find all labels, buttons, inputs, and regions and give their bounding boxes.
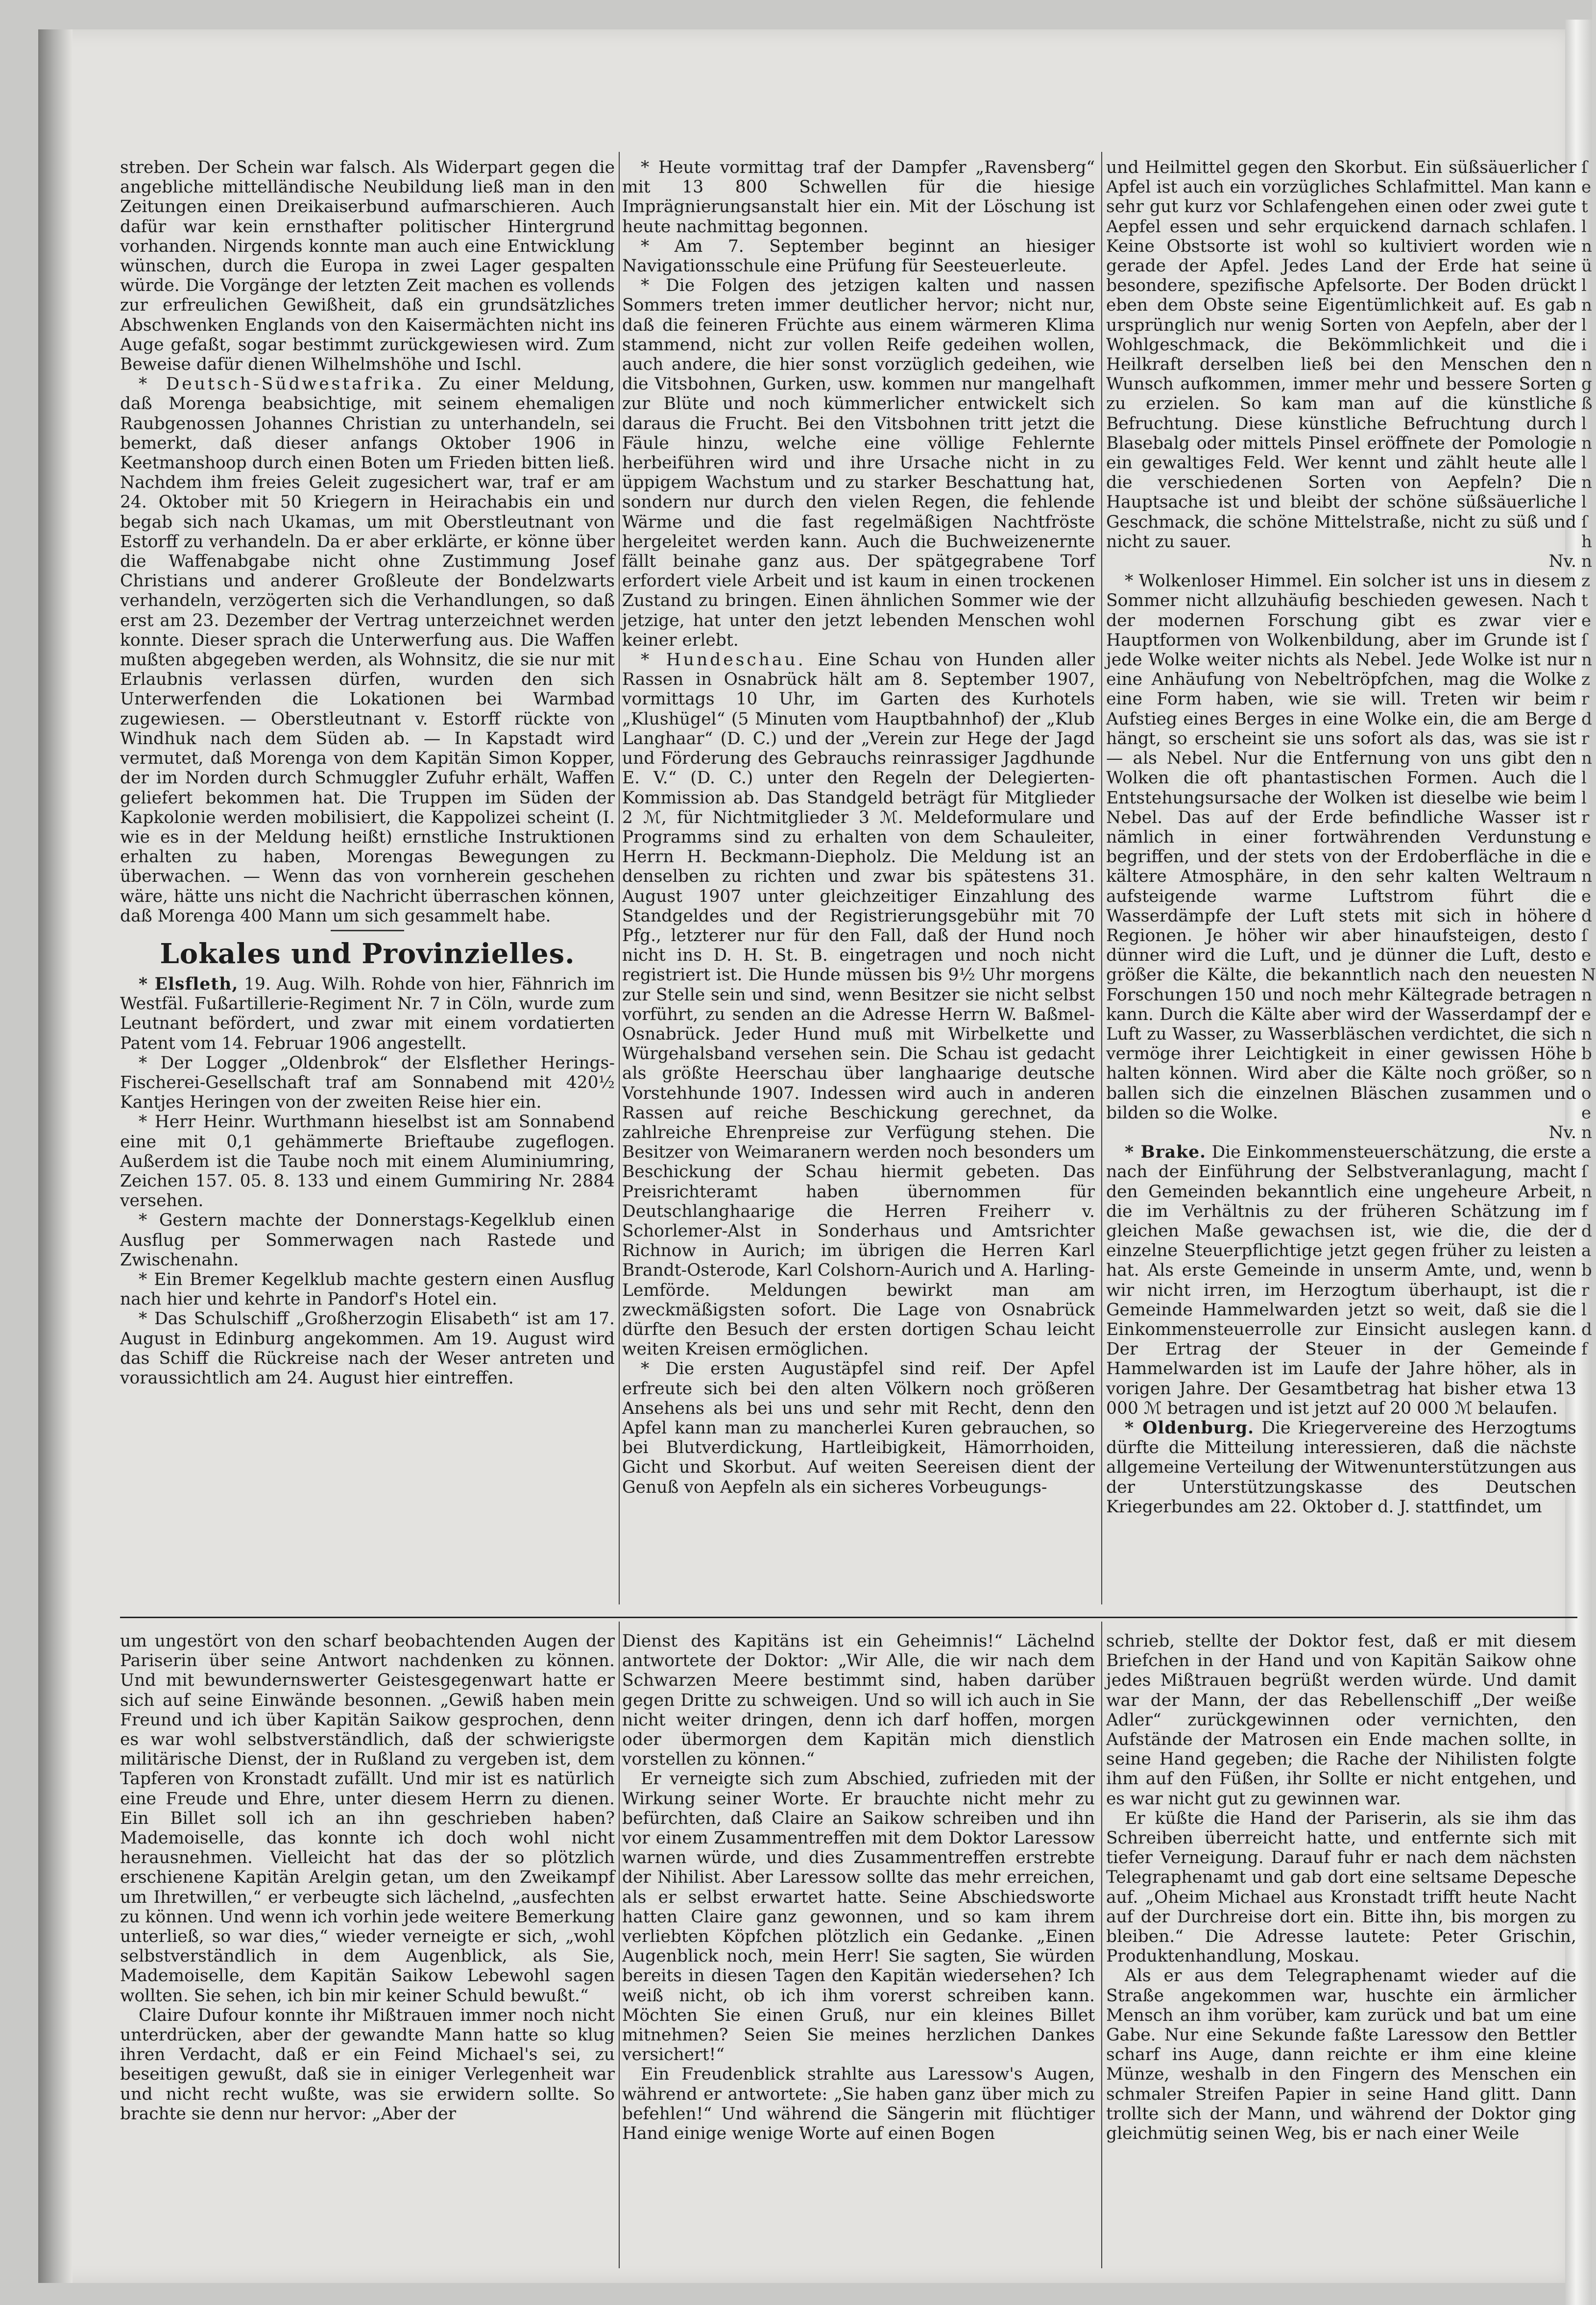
serial-paragraph: Er küßte die Hand der Pariserin, als sie ihm das Schreiben überreicht hatte, und entfernte sich mit tiefer Verneigung. Darauf fuhr er nach dem nächsten Telegraphenamt und gab dort eine seltsame Depesche auf. „Oheim Michael aus Kronstadt trifft heute Nacht auf der Durchreise dort ein. Bitte ihn, bis morgen zu bleiben.“ Die Adresse lautete: Peter Grischin, Produktenhandlung, Moskau. bbox=[1106, 1808, 1576, 1966]
article-paragraph: und Heilmittel gegen den Skorbut. Ein süßsäuerlicher Apfel ist auch ein vorzügliches Schlafmittel. Man kann sehr gut kurz vor Schlafengehen einen oder zwei gute Aepfel essen und sehr erquickend darnach schlafen. Keine Obstsorte ist wohl so kultiviert worden wie gerade der Apfel. Jedes Land der Erde hat seine besondere, spezifische Apfelsorte. Der Boden drückt eben dem Obste seine Eigentümlichkeit auf. Es gab ursprünglich nur wenig Sorten von Aepfeln, aber der Wohlgeschmack, die Bekömmlichkeit und die Heilkraft derselben ließ bei den Menschen den Wunsch aufkommen, immer mehr und bessere Sorten zu erzielen. So kam man auf die künstliche Befruchtung. Diese künstliche Befruchtung durch Blasebalg oder mittels Pinsel eröffnete der Pomologie ein gewaltiges Feld. Wer kennt und zählt heute alle die verschiedenen Sorten von Aepfeln? Die Hauptsache ist und bleibt der schöne süßsäuerliche Geschmack, die schöne Mittelstraße, nicht zu süß und nicht zu sauer. bbox=[1106, 158, 1576, 552]
article-paragraph bbox=[1106, 1142, 1576, 1418]
gutter-letter: d bbox=[1581, 1221, 1592, 1241]
gutter-letter: d bbox=[1581, 906, 1592, 926]
article-paragraph: * Der Logger „Oldenbrok“ der Elsflether Herings-Fischerei-Gesellschaft traf am Sonnabend mit 420½ Kantjes Heringen von der zweiten Reise hier ein. bbox=[120, 1053, 615, 1113]
upper-column-3 bbox=[1106, 158, 1576, 1603]
gutter-letter: l bbox=[1581, 768, 1587, 788]
feuilleton-separator-rule bbox=[120, 1617, 1577, 1618]
column-rule bbox=[619, 1622, 620, 2268]
gutter-letter: ſ bbox=[1581, 925, 1588, 946]
gutter-letter: f bbox=[1581, 1201, 1588, 1221]
gutter-letter: l bbox=[1581, 492, 1587, 512]
lower-column-3 bbox=[1106, 1631, 1576, 2268]
gutter-letter: l bbox=[1581, 453, 1587, 473]
gutter-letter: z bbox=[1581, 571, 1590, 591]
article-paragraph: * Die ersten Augustäpfel sind reif. Der Apfel erfreute sich bei den alten Völkern noch größeren Ansehens als bei uns und sehr mit Recht, denn den Apfel kann man zu mancherlei Kuren gebrauchen, so bei Blutverdickung, Hartleibigkeit, Hämorrhoiden, Gicht und Skorbut. Auf weiten Seereisen dient der Genuß von Aepfeln als ein sicheres Vorbeugungs- bbox=[622, 1359, 1095, 1497]
gutter-letter: e bbox=[1581, 946, 1592, 966]
gutter-letter: N bbox=[1581, 965, 1596, 985]
gutter-letter: ſ bbox=[1581, 512, 1588, 532]
gutter-letter: r bbox=[1581, 728, 1590, 749]
gutter-letter: e bbox=[1581, 827, 1592, 847]
article-paragraph bbox=[120, 374, 615, 926]
place-name: * Brake. bbox=[1124, 1142, 1207, 1163]
gutter-letter: n bbox=[1581, 1122, 1592, 1142]
lower-column-1 bbox=[120, 1631, 615, 2268]
article-paragraph: * Heute vormittag traf der Dampfer „Ravensberg“ mit 13 800 Schwellen für die hiesige Imprägnierungsanstalt hier ein. Mit der Löschung ist heute nachmittag begonnen. bbox=[622, 158, 1095, 237]
gutter-letter: t bbox=[1581, 591, 1588, 611]
article-text: Die Einkommensteuerschätzung, die erste nach der Einführung der Selbstveranlagung, macht den Gemeinden bekanntlich eine ungeheure Arbeit, die im Verhältnis zu der früheren Schätzung im gleichen Maße gewachsen ist, wie die, die der einzelne Steuerpflichtige jetzt gegen früher zu leisten hat. Als erste Gemeinde in unserm Amte, und, wenn wir nicht irren, im Herzogtum überhaupt, ist die Gemeinde Hammelwarden jetzt so weit, daß sie die Einkommensteuerrolle zur Einsicht auslegen kann. Der Ertrag der Steuer in der Gemeinde Hammelwarden ist im Laufe der Jahre höher, als in vorigen Jahre. Der Gesamtbetrag hat bisher etwa 13 000 ℳ betragen und ist jetzt auf 20 000 ℳ belaufen. bbox=[1106, 1142, 1576, 1418]
gutter-letter: n bbox=[1581, 355, 1592, 375]
gutter-letter: z bbox=[1581, 670, 1590, 690]
gutter-letter: e bbox=[1581, 886, 1592, 906]
section-heading: Lokales und Provinzielles. bbox=[160, 937, 575, 970]
gutter-letter: ſ bbox=[1581, 630, 1588, 650]
gutter-letter: b bbox=[1581, 1044, 1592, 1064]
binding-shadow bbox=[38, 29, 73, 2283]
article-heading-inline: * Hundeschau. bbox=[640, 650, 806, 670]
article-paragraph: * Das Schulschiff „Großherzogin Elisabeth“ ist am 17. August in Edinburg angekommen. Am 19. August wird das Schiff die Rückreise nach der Weser antreten und voraussichtlich am 24. August hier eintreffen. bbox=[120, 1309, 615, 1388]
gutter-letter: t bbox=[1581, 197, 1588, 217]
gutter-letter: n bbox=[1581, 295, 1592, 315]
gutter-letter: r bbox=[1581, 1280, 1590, 1300]
upper-column-1 bbox=[120, 158, 615, 1603]
serial-paragraph: Er verneigte sich zum Abschied, zufrieden mit der Wirkung seiner Worte. Er brauchte nicht mehr zu befürchten, daß Claire an Saikow schreiben und ihn vor einem Zusammentreffen mit dem Doktor Laressow warnen würde, und dies Zusammentreffen erstrebte der Nihilist. Aber Laressow sollte das mehr erreichen, als er selbst erwartet hatte. Seine Abschiedsworte hatten Claire ganz gewonnen, und so kam ihrem verliebten Köpfchen plötzlich ein Gedanke. „Einen Augenblick noch, mein Herr! Sie sagten, Sie würden bereits in diesen Tagen den Kapitän wiedersehen? Ich weiß nicht, ob ich ihm vorerst schreiben kann. Möchten Sie einen Gruß, nur ein kleines Billet mitnehmen? Seien Sie meines herzlichen Dankes versichert!“ bbox=[622, 1769, 1095, 2065]
gutter-letter: l bbox=[1581, 276, 1587, 296]
article-paragraph: * Am 7. September beginnt an hiesiger Navigationsschule eine Prüfung für Seesteuerleute. bbox=[622, 236, 1095, 276]
gutter-letter: r bbox=[1581, 689, 1590, 709]
gutter-letter: e bbox=[1581, 610, 1592, 631]
article-text: Eine Schau von Hunden aller Rassen in Osnabrück hält am 8. September 1907, vormittags 10 Uhr, im Garten des Kurhotels „Klushügel“ (5 Minuten vom Hauptbahnhof) der „Klub Langhaar“ (D. C.) und der „Verein zur Hege der Jagd und Förderung des Gebrauchs reinrassiger Jagdhunde E. V.“ (D. C.) unter den Regeln der Delegierten-Kommission ab. Das Standgeld beträgt für Mitglieder 2 ℳ, für Nichtmitglieder 3 ℳ. Meldeformulare und Programms sind zu erhalten von dem Schauleiter, Herrn H. Beckmann-Diepholz. Die Meldung ist an denselben zu richten und zwar bis spätestens 31. August 1907 unter gleichzeitiger Einzahlung des Standgeldes und der Registrierungsgebühr mit 70 Pfg., letzterer nur für den Fall, daß der Hund noch nicht ins D. H. St. B. eingetragen und noch nicht registriert ist. Die Hunde müssen bis 9½ Uhr morgens zur Stelle sein und sind, wenn Besitzer sie nicht selbst vorführt, zu senden an die Adresse Herrn W. Baßmel-Osnabrück. Jeder Hund muß mit Wirbelkette und Würgehalsband versehen sein. Die Schau ist gedacht als größte Heerschau über langhaarige deutsche Vorstehhunde 1907. Indessen wird auch in anderen Rassen auf reiche Beschickung gerechnet, da zahlreiche Ehrenpreise zur Verfügung stehen. Die Besitzer von Weimaranern werden noch besonders um Beschickung der Schau hiermit gebeten. Das Preisrichteramt haben übernommen für Deutschlanghaarige die Herren Freiherr v. Schorlemer-Alst in Sonderhaus und Amtsrichter Richnow in Aurich; im übrigen die Herren Karl Brandt-Osterode, Karl Colshorn-Aurich und A. Harling-Lemförde. Meldungen bewirkt man am zweckmäßigsten sofort. Die Lage von Osnabrück dürfte den Besuch der ersten dortigen Schau leicht weiten Kreisen ermöglichen. bbox=[622, 650, 1095, 1359]
upper-column-2 bbox=[622, 158, 1095, 1603]
serial-paragraph: um ungestört von den scharf beobachtenden Augen der Pariserin über seine Antwort nachdenken zu können. Und mit bewundernswerter Geistesgegenwart hatte er sich auf seine Einwände besonnen. „Gewiß haben mein Freund und ich über Kapitän Saikow gesprochen, denn es war wohl selbstverständlich, daß der schwierigste militärische Dienst, der in Rußland zu vergeben ist, dem Tapferen von Kronstadt zufällt. Und mir ist es natürlich eine Freude und Ehre, unter diesem Herrn zu dienen. Ein Billet soll ich an ihn geschrieben haben? Mademoiselle, das konnte ich doch wohl nicht herausnehmen. Vielleicht hat das der so plötzlich erschienene Kapitän Arelgin getan, um den Zweikampf um Ihretwillen,“ er verbeugte sich lächelnd, „ausfechten zu können. Und wenn ich vorhin jede weitere Bemerkung unterließ, so war dies,“ wieder verneigte er sich, „wohl selbstverständlich in dem Augenblick, als Sie, Mademoiselle, dem Kapitän Saikow Lebewohl sagen wollten. Sie sehen, ich bin mir keiner Schuld bewußt.“ bbox=[120, 1631, 615, 2006]
adjacent-page-text-fragment bbox=[1581, 158, 1596, 2215]
serial-paragraph: Ein Freudenblick strahlte aus Laressow's Augen, während er antwortete: „Sie haben ganz über mich zu befehlen!“ Und während die Sängerin mit flüchtiger Hand einige wenige Worte auf einen Bogen bbox=[622, 2064, 1095, 2144]
gutter-letter: n bbox=[1581, 236, 1592, 256]
gutter-letter: n bbox=[1581, 867, 1592, 887]
lower-column-2 bbox=[622, 1631, 1095, 2268]
article-paragraph: * Herr Heinr. Wurthmann hieselbst ist am Sonnabend eine mit 0,1 gehämmerte Brieftaube zugeflogen. Außerdem ist die Taube noch mit einem Aluminiumring, Zeichen 157. 05. 8. 133 und einem Gummiring Nr. 2884 versehen. bbox=[120, 1112, 615, 1211]
gutter-letter: ſ bbox=[1581, 1162, 1588, 1182]
gutter-letter: d bbox=[1581, 1319, 1592, 1339]
place-name: * Oldenburg. bbox=[1124, 1418, 1255, 1438]
gutter-letter: e bbox=[1581, 1103, 1592, 1123]
serial-paragraph: Dienst des Kapitäns ist ein Geheimnis!“ Lächelnd antwortete der Doktor: „Wir Alle, die wir nach dem Schwarzen Meere bestimmt sind, haben darüber gegen Dritte zu schweigen. Und so will ich auch in Sie nicht weiter dringen, denn ich darf hoffen, morgen oder übermorgen dem Kapitän mich dienstlich vorstellen zu können.“ bbox=[622, 1631, 1095, 1770]
gutter-letter: f bbox=[1581, 1339, 1588, 1359]
author-signature: Nv. bbox=[1548, 552, 1576, 572]
gutter-letter: g bbox=[1581, 374, 1592, 394]
article-paragraph bbox=[1106, 1418, 1576, 1517]
article-text: Die Kriegervereine des Herzogtums dürfte die Mitteilung interessieren, daß die nächste allgemeine Verteilung der Witwenunterstützungen aus der Unterstützungskasse des Deutschen Kriegerbundes am 22. Oktober d. J. stattfindet, um bbox=[1106, 1418, 1576, 1517]
serial-paragraph: Claire Dufour konnte ihr Mißtrauen immer noch nicht unterdrücken, aber der gewandte Mann hatte so klug ihren Verdacht, daß er ein Feind Michael's sei, zu beseitigen gewußt, daß sie in einiger Verlegenheit war und nicht recht wußte, was sie erwidern sollte. So brachte sie denn nur hervor: „Aber der bbox=[120, 2005, 615, 2124]
gutter-letter: l bbox=[1581, 315, 1587, 335]
gutter-letter: h bbox=[1581, 532, 1592, 552]
gutter-letter: n bbox=[1581, 433, 1592, 453]
gutter-letter: n bbox=[1581, 985, 1592, 1005]
gutter-letter: l bbox=[1581, 413, 1587, 434]
gutter-letter: ß bbox=[1581, 394, 1593, 414]
gutter-letter: n bbox=[1581, 1182, 1592, 1202]
column-rule bbox=[1101, 1622, 1102, 2268]
serial-paragraph: schrieb, stellte der Doktor fest, daß er mit diesem Briefchen in der Hand und von Kapitän Saikow ohne jedes Mißtrauen begrüßt werden würde. Und damit war der Mann, der das Rebellenschiff „Der weiße Adler“ zurückgewinnen oder vernichten, den Aufstände der Matrosen ein Ende machen sollte, in seine Hand gegeben; die Rache der Nihilisten folgte ihm auf den Füßen, ihr Sollte er nicht entgehen, und es war nicht gut zu gewinnen war. bbox=[1106, 1631, 1576, 1809]
article-paragraph: * Wolkenloser Himmel. Ein solcher ist uns in diesem Sommer nicht allzuhäufig beschieden gewesen. Nach der modernen Forschung gibt es zwar vier Hauptformen von Wolkenbildung, aber im Grunde ist jede Wolke weiter nichts als Nebel. Jede Wolke ist nur eine Anhäufung von Nebeltröpfchen, mag die Wolke eine Form haben, wie sie will. Treten wir beim Aufstieg eines Berges in eine Wolke ein, die am Berge hängt, so erscheint sie uns sofort als das, was sie ist — als Nebel. Nur die Entfernung von uns gibt den Wolken die oft phantastischen Formen. Auch die Entstehungsursache der Wolken ist dieselbe wie beim Nebel. Das auf der Erde befindliche Wasser ist nämlich in einer fortwährenden Verdunstung begriffen, und der stets von der Erdoberfläche in die kältere Atmosphäre, in den sehr kalten Weltraum aufsteigende warme Luftstrom führt die Wasserdämpfe der Luft stets mit sich in höhere Regionen. Je höher wir aber hinaufsteigen, desto dünner wird die Luft, und je dünner die Luft, desto größer die Kälte, die bekanntlich nach den neuesten Forschungen 150 und noch mehr Kältegrade betragen kann. Durch die Kälte aber wird der Wasserdampf der Luft zu Wasser, zu Wasserbläschen verdichtet, die sich vermöge ihrer Leichtigkeit in einer gewissen Höhe halten können. Wird aber die Kälte noch größer, so ballen sich die einzelnen Bläschen zusammen und bilden so die Wolke. bbox=[1106, 571, 1576, 1123]
column-rule bbox=[619, 152, 620, 1604]
gutter-letter: l bbox=[1581, 788, 1587, 808]
gutter-letter: a bbox=[1581, 1241, 1592, 1261]
gutter-letter: r bbox=[1581, 807, 1590, 827]
gutter-letter: n bbox=[1581, 473, 1592, 493]
place-name: * Elsfleth, bbox=[138, 974, 239, 994]
gutter-letter: l bbox=[1581, 217, 1587, 237]
article-paragraph: streben. Der Schein war falsch. Als Widerpart gegen die angebliche mittelländische Neubildung ließ man in den Zeitungen einen Dreikaiserbund aufmarschieren. Auch dafür war kein ernsthafter politischer Hintergrund vorhanden. Nirgends konnte man auch eine Entwicklung wünschen, durch die Europa in zwei Lager gespalten würde. Die Vorgänge der letzten Zeit machen es vollends zur erfreulichen Gewißheit, daß ein grundsätzliches Abschwenken Englands von den Kaisermächten nicht ins Auge gefaßt, sogar bestimmt zurückgewiesen wird. Zum Beweise dafür dienen Wilhelmshöhe und Ischl. bbox=[120, 158, 615, 375]
gutter-letter: b bbox=[1581, 1261, 1592, 1281]
article-heading-inline: * Deutsch-Südwestafrika. bbox=[138, 374, 425, 394]
section-separator bbox=[331, 930, 404, 931]
gutter-letter: l bbox=[1581, 1300, 1587, 1320]
article-paragraph: * Die Folgen des jetzigen kalten und nassen Sommers treten immer deutlicher hervor; nicht nur, daß die feineren Früchte aus einem wärmeren Klima stammend, nicht zur vollen Reife gedeihen wollen, auch andere, die hier sonst vorzüglich gedeihen, wie die Vitsbohnen, Gurken, usw. kommen nur mangelhaft zur Blüte und noch kümmerlicher entwickelt sich daraus die Frucht. Bei den Vitsbohnen tritt jetzt die Fäule hinzu, welche eine völlige Fehlernte herbeiführen wird und ihre Ursache nicht in zu üppigem Wachstum und zu starker Beschattung hat, sondern nur durch den vielen Regen, die fehlende Wärme und die fast regelmäßigen Nachtfröste hergeleitet werden kann. Auch die Buchweizenernte fällt beinahe ganz aus. Der spätgegrabene Torf erfordert viele Arbeit und ist kaum in einen trockenen Zustand zu bringen. Einen ähnlichen Sommer wie der jetzige, hat unter den jetzt lebenden Menschen wohl keiner erlebt. bbox=[622, 276, 1095, 650]
gutter-letter: o bbox=[1581, 1083, 1592, 1103]
gutter-letter: n bbox=[1581, 1064, 1592, 1084]
author-signature: Nv. bbox=[1548, 1122, 1576, 1142]
gutter-letter: e bbox=[1581, 177, 1592, 197]
gutter-letter: n bbox=[1581, 749, 1592, 769]
article-text: 19. Aug. Wilh. Rohde von hier, Fähnrich im Westfäl. Fußartillerie-Regiment Nr. 7 in Cöln, wurde zum Leutnant befördert, und zwar mit einem vordatierten Patent vom 14. Februar 1906 angestellt. bbox=[120, 974, 615, 1053]
article-paragraph bbox=[120, 974, 615, 1053]
gutter-letter: a bbox=[1581, 1142, 1592, 1163]
gutter-letter: ü bbox=[1581, 256, 1592, 276]
gutter-letter: e bbox=[1581, 1004, 1592, 1024]
article-paragraph: * Gestern machte der Donnerstags-Kegelklub einen Ausflug per Sommerwagen nach Rastede und Zwischenahn. bbox=[120, 1211, 615, 1270]
gutter-letter: n bbox=[1581, 552, 1592, 572]
article-paragraph: * Ein Bremer Kegelklub machte gestern einen Ausflug nach hier und kehrte in Pandorf's Hotel ein. bbox=[120, 1269, 615, 1310]
article-text: Zu einer Meldung, daß Morenga beabsichtige, mit seinem ehemaligen Raubgenossen Johannes Christian zu unterhandeln, sei bemerkt, daß dieser anfangs Oktober 1906 in Keetmanshoop durch einen Boten um Frieden bitten ließ. Nachdem ihm freies Geleit zugesichert war, traf er am 24. Oktober mit 50 Kriegern in Heirachabis ein und begab sich nach Ukamas, um mit Oberstleutnant von Estorff zu verhandeln. Da er aber erklärte, er könne über die Waffenabgabe nicht ohne Zustimmung Josef Christians und anderer Großleute der Bondelzwarts verhandeln, verzögerten sich die Verhandlungen, so daß erst am 23. Dezember der Vertrag unterzeichnet werden konnte. Dieser sprach die Unterwerfung aus. Die Waffen mußten abgegeben werden, als Wohnsitz, die sie nur mit Erlaubnis verlassen dürfen, wurden den sich Unterwerfenden die Lokationen bei Warmbad zugewiesen. — Oberstleutnant v. Estorff rückte von Windhuk nach dem Süden ab. — In Kapstadt wird vermutet, daß Morenga von dem Kapitän Simon Kopper, der im Norden durch Schmuggler Zufuhr erhält, Waffen geliefert bekommen hat. Die Truppen im Süden der Kapkolonie werden mobilisiert, die Kappolizei scheint (I. wie es in der Meldung heißt) ernstliche Instruktionen erhalten zu haben, Morengas Bewegungen zu überwachen. — Wenn das von vornherein geschehen wäre, hätte uns nicht die Nachricht überraschen können, daß Morenga 400 Mann um sich gesammelt habe. bbox=[120, 374, 615, 926]
gutter-letter: e bbox=[1581, 847, 1592, 867]
serial-paragraph: Als er aus dem Telegraphenamt wieder auf die Straße angekommen war, huschte ein ärmlicher Mensch an ihm vorüber, kam zurück und bat um eine Gabe. Nur eine Sekunde faßte Laressow den Bettler scharf ins Auge, dann reichte er ihm eine kleine Münze, weshalb in den Fingern des Menschen ein schmaler Streifen Papier in seine Hand glitt. Dann trollte sich der Mann, und während der Doktor ging gleichmütig seinen Weg, bis er nach einer Weile bbox=[1106, 1966, 1576, 2144]
gutter-letter: ſ bbox=[1581, 158, 1588, 177]
gutter-letter: n bbox=[1581, 1024, 1592, 1044]
gutter-letter: d bbox=[1581, 709, 1592, 729]
column-rule bbox=[1101, 152, 1102, 1604]
article-paragraph bbox=[622, 650, 1095, 1359]
gutter-letter: i bbox=[1581, 335, 1587, 355]
gutter-letter: n bbox=[1581, 650, 1592, 670]
